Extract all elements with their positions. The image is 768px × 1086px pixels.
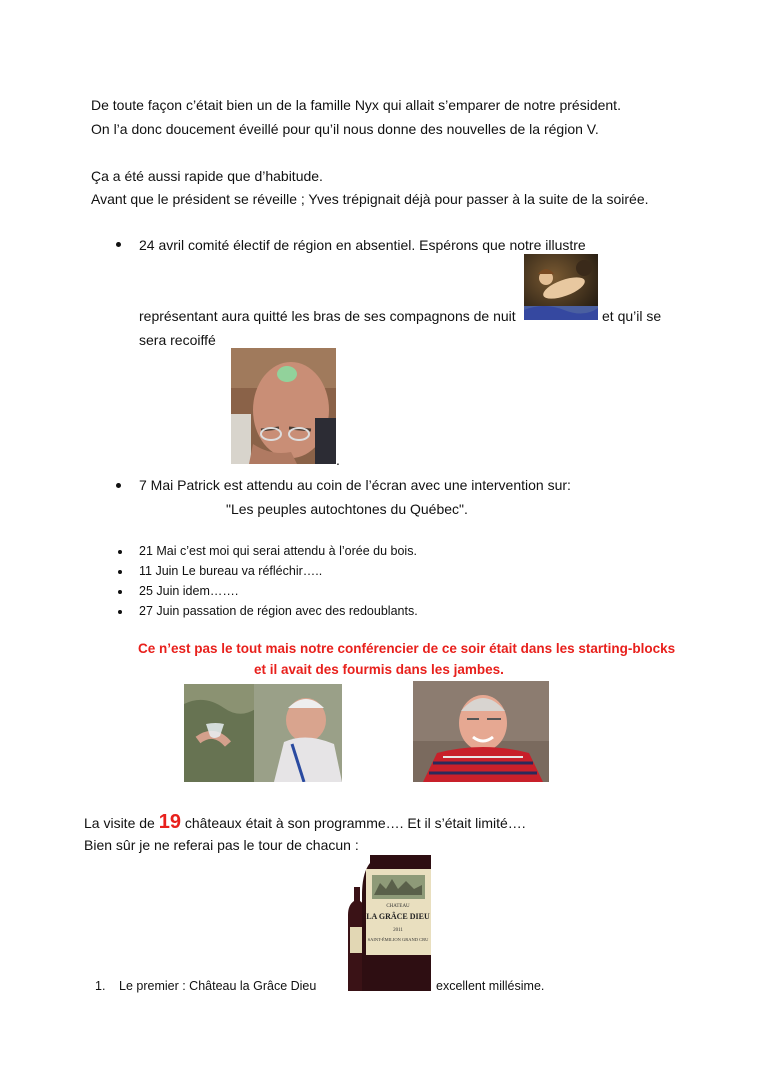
bullet-dot — [118, 610, 122, 614]
visit-line-2: Bien sûr je ne referai pas le tour de chacun : — [84, 837, 359, 853]
visit-line-1 — [84, 812, 526, 833]
wine-label-chateau: CHATEAU — [386, 904, 410, 909]
list-number: 1. — [95, 979, 106, 993]
intro-line-3: Ça a été aussi rapide que d’habitude. — [91, 168, 323, 184]
intro-line-2: On l’a donc doucement éveillé pour qu’il nous donne des nouvelles de la région V. — [91, 121, 599, 137]
highlight-line-2: et il avait des fourmis dans les jambes. — [254, 662, 504, 677]
april-line-1: 24 avril comité électif de région en absentiel. Espérons que notre illustre — [139, 237, 586, 253]
bullet-dot — [116, 483, 121, 488]
visit-number: 19 — [158, 811, 181, 833]
wine-label-name: LA GRÂCE DIEU — [366, 912, 430, 921]
list-item: 21 Mai c’est moi qui serai attendu à l’orée du bois. — [139, 544, 417, 558]
wine-label-year: 2011 — [393, 928, 403, 933]
may-line-2: "Les peuples autochtones du Québec". — [226, 501, 468, 517]
may-line-1: 7 Mai Patrick est attendu au coin de l’écran avec une intervention sur: — [139, 477, 571, 493]
april-line-3: sera recoiffé — [139, 332, 216, 348]
visit-prefix: La visite de — [84, 815, 159, 831]
wine-glass-photo — [184, 684, 342, 782]
list-item: 27 Juin passation de région avec des redoublants. — [139, 604, 418, 618]
bald-man-photo — [231, 348, 336, 464]
wine-bottle-image — [336, 855, 431, 991]
bullet-dot — [118, 590, 122, 594]
intro-line-1: De toute façon c’était bien un de la famille Nyx qui allait s’emparer de notre président. — [91, 97, 621, 113]
bullet-dot — [118, 570, 122, 574]
bullet-dot — [116, 242, 121, 247]
list-item: 11 Juin Le bureau va réfléchir….. — [139, 564, 323, 578]
wine-label-appellation: SAINT-ÉMILION GRAND CRU — [367, 937, 429, 942]
april-line-2a: représentant aura quitté les bras de ses compagnons de nuit — [139, 308, 516, 324]
list-item: 25 Juin idem……. — [139, 584, 239, 598]
smiling-man-photo — [413, 681, 549, 782]
intro-line-4: Avant que le président se réveille ; Yves trépignait déjà pour passer à la suite de la soirée. — [91, 191, 649, 207]
bullet-dot — [118, 550, 122, 554]
april-line-2b: et qu’il se — [602, 308, 662, 324]
painting-image — [524, 254, 598, 320]
visit-suffix: châteaux était à son programme…. Et il s’était limité…. — [180, 815, 526, 831]
highlight-line-1: Ce n’est pas le tout mais notre conférencier de ce soir était dans les starting-blocks — [138, 641, 676, 656]
april-dot: . — [336, 452, 340, 468]
list-first-after: excellent millésime. — [436, 979, 545, 993]
list-first-text: Le premier : Château la Grâce Dieu — [119, 979, 317, 993]
